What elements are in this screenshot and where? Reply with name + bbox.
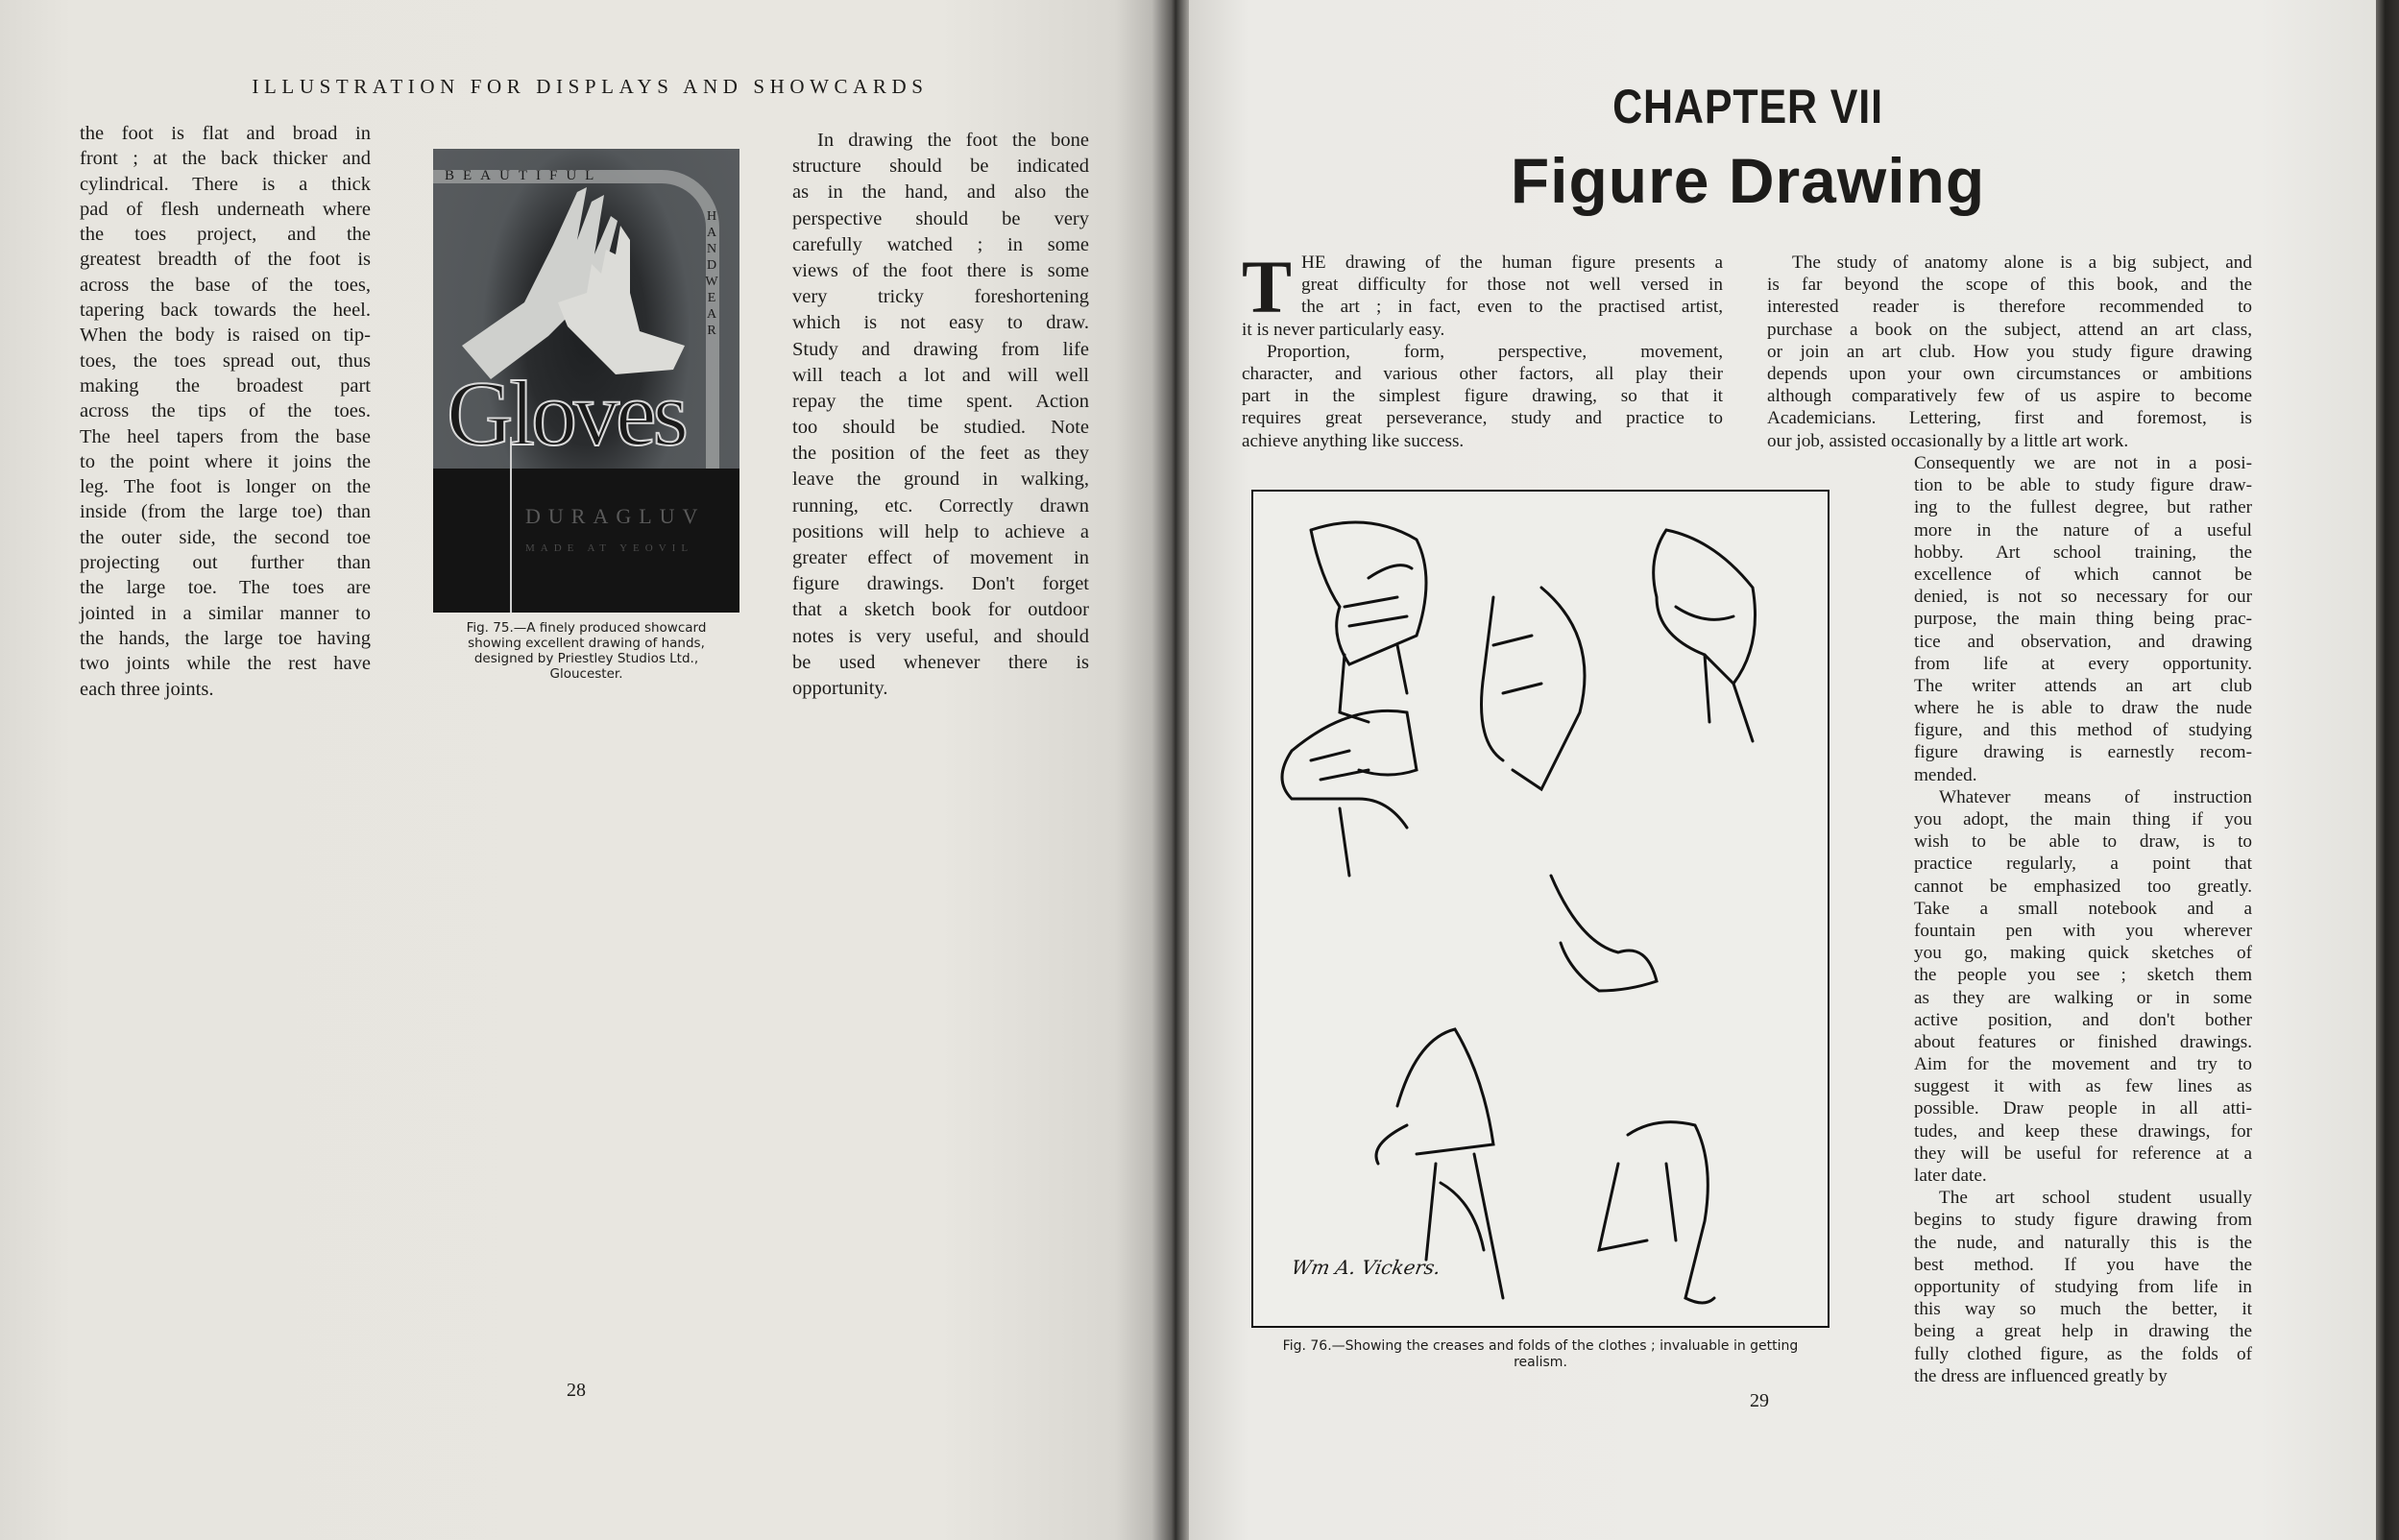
text-line: purpose, the main thing being prac- [1914,609,2252,630]
text-line: the hands, the large toe having [80,627,371,649]
page-number-right: 29 [1750,1390,1769,1411]
text-line: tapering back towards the heel. [80,300,371,322]
text-line: toes, the toes spread out, thus [80,349,371,372]
text-line: interested reader is therefore recommended to [1767,297,2252,318]
text-line: is far beyond the scope of this book, and the [1767,275,2252,296]
text-line: The study of anatomy alone is a big subject, and [1792,253,2252,273]
text-line: the outer side, the second toe [80,526,371,548]
text-line: purchase a book on the subject, attend an art class, [1767,319,2252,340]
text-line: pad of flesh underneath where [80,198,371,220]
text-line: The heel tapers from the base [80,425,371,447]
text-line: across the base of the toes, [80,274,371,296]
text-line: figure drawing is earnestly recom- [1914,742,2252,763]
text-line: about features or finished drawings. [1914,1031,2252,1052]
right-column-2-narrow [1914,452,2252,1387]
figure-75-showcard [433,149,739,613]
caption-line: Fig. 75.—A finely produced showcard [466,620,707,636]
text-line: positions will help to achieve a [792,520,1089,542]
text-line: you go, making quick sketches of [1914,943,2252,964]
text-line: The writer attends an art club [1914,675,2252,696]
text-line: later date. [1914,1166,1987,1186]
text-line: as they are walking or in some [1914,987,2252,1008]
left-column-2 [792,128,1089,702]
text-line: two joints while the rest have [80,653,371,675]
text-line: part in the simplest figure drawing, so that it [1242,386,1723,407]
text-line: front ; at the back thicker and [80,148,371,170]
text-line: projecting out further than [80,552,371,574]
text-line: wish to be able to draw, is to [1914,831,2252,853]
text-line: which is not easy to draw. [792,312,1089,334]
text-line: that a sketch book for outdoor [792,599,1089,621]
text-line: fountain pen with you wherever [1914,920,2252,941]
text-line: achieve anything like success. [1242,430,1465,451]
caption-line: Fig. 76.—Showing the creases and folds of the clothes ; invaluable in getting [1282,1338,1799,1354]
text-line: running, etc. Correctly drawn [792,494,1089,517]
text-line: although comparatively few of us aspire to become [1767,386,2252,407]
text-line: or join an art club. How you study figure drawing [1767,341,2252,362]
text-line: greatest breadth of the foot is [80,249,371,271]
text-line: the people you see ; sketch them [1914,965,2252,986]
caption-line: showing excellent drawing of hands, [468,636,705,651]
text-line: Proportion, form, perspective, movement, [1267,341,1723,362]
text-line: being a great help in drawing the [1914,1321,2252,1342]
text-line: inside (from the large toe) than [80,501,371,523]
caption-line: realism. [1514,1355,1567,1370]
text-line: ing to the fullest degree, but rather [1914,497,2252,518]
text-line: from life at every opportunity. [1914,653,2252,674]
text-line: depends upon your own circumstances or ambitions [1767,363,2252,384]
text-line: begins to study figure drawing from [1914,1210,2252,1231]
figure-76-caption [1203,1338,1878,1371]
text-line: where he is able to draw the nude [1914,698,2252,719]
text-line: making the broadest part [80,374,371,397]
text-line: great difficulty for those not well versed in [1301,275,1723,296]
artist-signature: Wm A. Vickers. [1289,1256,1442,1279]
text-line: Study and drawing from life [792,338,1089,360]
showcard-brand: DURAGLUV [525,504,706,528]
text-line: requires great perseverance, study and practice to [1242,408,1723,429]
text-line: the nude, and naturally this is the [1914,1232,2252,1253]
text-line: the dress are influenced greatly by [1914,1365,2168,1386]
text-line: cannot be emphasized too greatly. [1914,876,2252,897]
text-line: the toes project, and the [80,224,371,246]
text-line: active position, and don't bother [1914,1009,2252,1030]
text-line: mended. [1914,764,1977,785]
text-line: tice and observation, and drawing [1914,631,2252,652]
text-line: hobby. Art school training, the [1914,541,2252,563]
right-column-2-wide [1767,252,2252,452]
text-line: this way so much the better, it [1914,1299,2252,1320]
text-line: too should be studied. Note [792,417,1089,439]
text-line: fully clothed figure, as the folds of [1914,1343,2252,1364]
chapter-heading: CHAPTER VII [1612,80,1883,133]
showcard-made-at: MADE AT YEOVIL [525,542,694,554]
text-line: jointed in a similar manner to [80,602,371,624]
text-line: The art school student usually [1939,1188,2252,1209]
text-line: they will be useful for reference at a [1914,1143,2252,1164]
text-line: Academicians. Lettering, first and foremost, is [1767,408,2252,429]
caption-line: designed by Priestley Studios Ltd., [473,651,699,666]
text-line: the foot is flat and broad in [80,123,371,144]
text-line: Take a small notebook and a [1914,898,2252,919]
text-line: carefully watched ; in some [792,233,1089,255]
text-line: possible. Draw people in all atti- [1914,1098,2252,1119]
text-line: each three joints. [80,678,214,700]
text-line: tion to be able to study figure draw- [1914,475,2252,496]
text-line: denied, is not so necessary for our [1914,587,2252,608]
text-line: the position of the feet as they [792,443,1089,465]
text-line: it is never particularly easy. [1242,319,1445,340]
text-line: the art ; in fact, even to the practised artist, [1301,297,1723,318]
caption-line: Gloucester. [549,666,623,682]
text-line: to the point where it joins the [80,450,371,472]
drop-cap: T [1242,245,1293,328]
text-line: leave the ground in walking, [792,469,1089,491]
running-head: ILLUSTRATION FOR DISPLAYS AND SHOWCARDS [252,75,929,98]
text-line: Aim for the movement and try to [1914,1054,2252,1075]
text-line: In drawing the foot the bone [817,130,1089,151]
left-column-1 [80,121,371,702]
text-line: character, and various other factors, all play their [1242,363,1723,384]
text-line: the large toe. The toes are [80,577,371,599]
text-line: repay the time spent. Action [792,390,1089,412]
clothing-fold-sketches [1253,492,1828,1326]
text-line: notes is very useful, and should [792,625,1089,647]
text-line: greater effect of movement in [792,547,1089,568]
text-line: opportunity. [792,677,888,699]
text-line: Whatever means of instruction [1939,786,2252,807]
text-line: practice regularly, a point that [1914,854,2252,875]
text-line: cylindrical. There is a thick [80,173,371,195]
figure-75-caption [424,620,749,682]
right-column-1 [1242,245,1723,452]
text-line: across the tips of the toes. [80,400,371,422]
text-line: you adopt, the main thing if you [1914,809,2252,830]
showcard-headline: Gloves [447,362,685,465]
text-line: perspective should be very [792,207,1089,229]
text-line: views of the foot there is some [792,259,1089,281]
text-line: as in the hand, and also the [792,181,1089,204]
text-line: figure drawings. Don't forget [792,573,1089,595]
text-line: leg. The foot is longer on the [80,476,371,498]
text-line: best method. If you have the [1914,1254,2252,1275]
page-number-left: 28 [567,1380,586,1401]
text-line: figure, and this method of studying [1914,720,2252,741]
showcard-top-text: BEAUTIFUL [445,168,603,183]
text-line: structure should be indicated [792,156,1089,178]
text-line: suggest it with as few lines as [1914,1076,2252,1097]
page-edge [2376,0,2399,1540]
text-line: our job, assisted occasionally by a little art work. [1767,430,2129,451]
text-line: very tricky foreshortening [792,286,1089,308]
text-line: tudes, and keep these drawings, for [1914,1120,2252,1142]
text-line: When the body is raised on tip- [80,325,371,347]
text-line: more in the nature of a useful [1914,519,2252,541]
text-line: Consequently we are not in a posi- [1914,453,2252,473]
chapter-title: Figure Drawing [1510,145,1986,216]
figure-76-sketches [1251,490,1830,1328]
text-line: will teach a lot and will well [792,364,1089,386]
text-line: be used whenever there is [792,651,1089,673]
showcard-side-text: HANDWEAR [705,209,718,338]
text-line: HE drawing of the human figure presents a [1301,253,1723,273]
text-line: opportunity of studying from life in [1914,1276,2252,1297]
text-line: excellence of which cannot be [1914,564,2252,585]
